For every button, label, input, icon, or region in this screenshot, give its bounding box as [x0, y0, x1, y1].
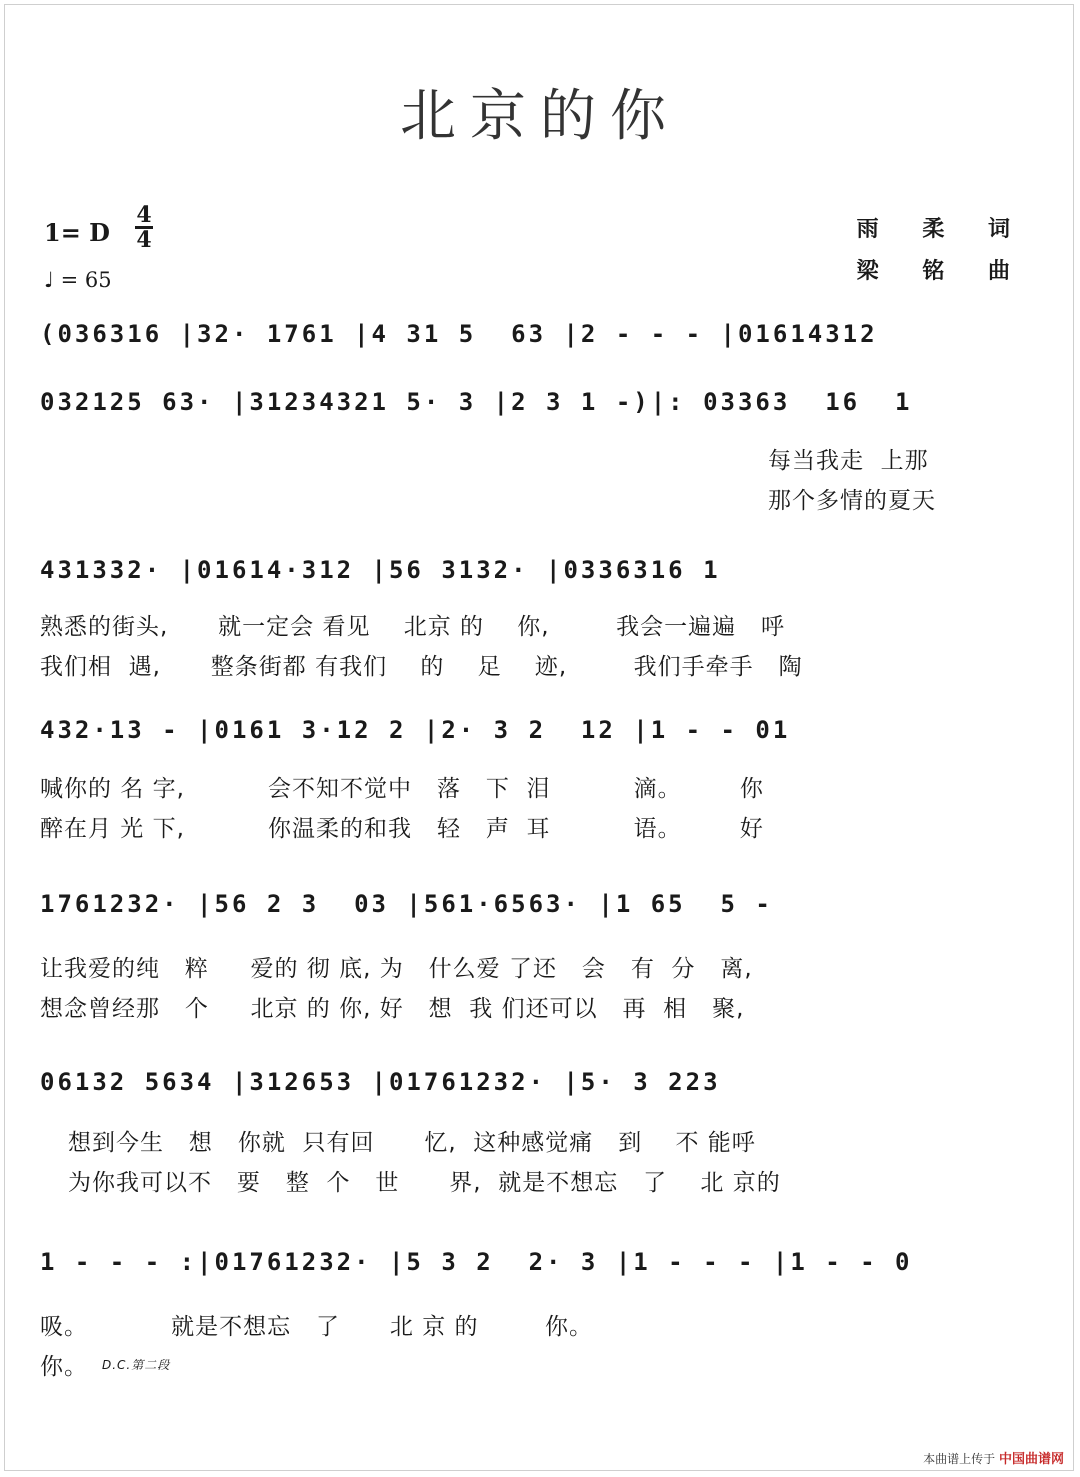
lyricist-credit: 雨 柔 词 — [856, 216, 1028, 242]
lyric-row-1-verse-2: 那个多情的夏天 — [768, 488, 936, 514]
notes: 032125 63· |31234321 5· 3 |2 3 1 -)|: 03363 16 1 — [40, 388, 913, 416]
notation-row-6 — [40, 1068, 1045, 1108]
key-signature: 1= D — [44, 218, 110, 247]
time-signature — [135, 202, 153, 253]
footer — [923, 1448, 1064, 1467]
tempo-marking: ♩ = 65 — [44, 268, 112, 292]
lyric-row-4-verse-2: 想念曾经那 个 北京 的 你, 好 想 我 们还可以 再 相 聚, — [40, 996, 745, 1022]
lyric-row-4-verse-1: 让我爱的纯 粹 爱的 彻 底, 为 什么爱 了还 会 有 分 离, — [40, 956, 753, 982]
notation-row-3 — [40, 556, 1045, 596]
time-signature-top: 4 — [136, 202, 152, 228]
notation-row-4 — [40, 716, 1045, 756]
notation-row-5 — [40, 890, 1045, 930]
notes: 06132 5634 |312653 |01761232· |5· 3 223 — [40, 1068, 721, 1096]
notes: 1761232· |56 2 3 03 |561·6563· |1 65 5 - — [40, 890, 773, 918]
lyric-row-5-verse-2: 为你我可以不 要 整 个 世 界, 就是不想忘 了 北 京的 — [68, 1170, 781, 1196]
composer-credit: 梁 铭 曲 — [856, 258, 1028, 284]
dc-marking: D.C.第二段 — [102, 1358, 171, 1372]
lyric-row-6-verse-2: 你。 — [40, 1354, 88, 1380]
lyric-row-3-verse-2: 醉在月 光 下, 你温柔的和我 轻 声 耳 语。 好 — [40, 816, 764, 842]
song-title: 北京的你 — [400, 84, 680, 149]
site-logo[interactable]: 中国曲谱网 — [998, 1452, 1064, 1467]
notation-row-1 — [40, 320, 1045, 360]
notes: 432·13 - |0161 3·12 2 |2· 3 2 12 |1 - - 01 — [40, 716, 791, 744]
notes: 431332· |01614·312 |56 3132· |0336316 1 — [40, 556, 721, 584]
lyric-row-3-verse-1: 喊你的 名 字, 会不知不觉中 落 下 泪 滴。 你 — [40, 776, 764, 802]
lyric-row-2-verse-1: 熟悉的街头, 就一定会 看见 北京 的 你, 我会一遍遍 呼 — [40, 614, 786, 640]
lyric-row-1-verse-1: 每当我走 上那 — [768, 448, 929, 474]
notation-row-2 — [40, 388, 1045, 428]
time-signature-bottom: 4 — [136, 227, 152, 253]
lyric-row-2-verse-2: 我们相 遇, 整条街都 有我们 的 足 迹, 我们手牵手 陶 — [40, 654, 803, 680]
footer-text: 本曲谱上传于 — [923, 1452, 996, 1466]
lyric-row-6-verse-1: 吸。 就是不想忘 了 北 京 的 你。 — [40, 1314, 594, 1340]
lyric-row-5-verse-1: 想到今生 想 你就 只有回 忆, 这种感觉痛 到 不 能呼 — [68, 1130, 756, 1156]
notes: (036316 |32· 1761 |4 31 5 63 |2 - - - |01614312 — [40, 320, 878, 348]
notes: 1 - - - :|01761232· |5 3 2 2· 3 |1 - - - |1 - - 0 — [40, 1248, 913, 1276]
notation-row-7 — [40, 1248, 1045, 1288]
